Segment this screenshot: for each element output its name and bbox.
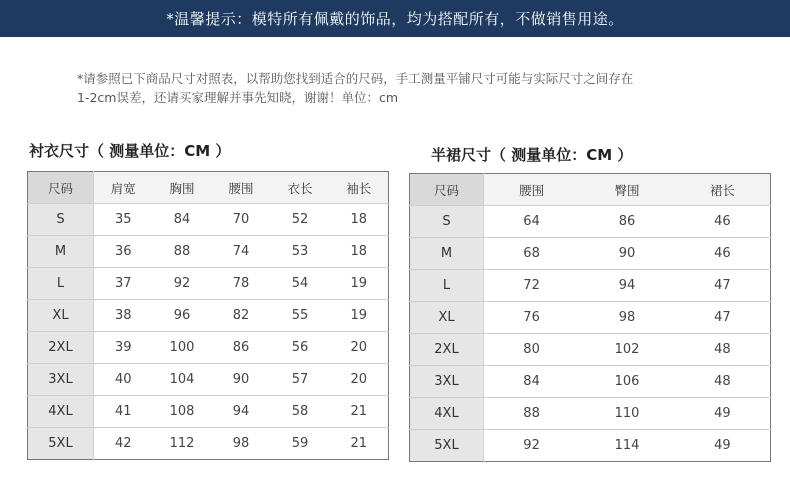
skirt-table-row [410,430,771,462]
skirt-table-row [410,270,771,302]
shirt-size-cell: XL [28,300,94,332]
skirt-value-cell: 94 [579,270,675,302]
shirt-value-cell: 92 [153,268,212,300]
skirt-value-cell: 49 [714,438,731,453]
skirt-value-cell: 49 [675,398,771,430]
shirt-size-cell: L [28,268,94,300]
shirt-size-cell: 3XL [28,364,94,396]
skirt-value-cell: 110 [579,398,675,430]
shirt-header-cell: 肩宽 [94,172,153,204]
note-line-1: *请参照已下商品尺寸对照表，以帮助您找到适合的尺码，手工测量平铺尺寸可能与实际尺寸之间存在 [77,71,634,86]
skirt-size-cell: 5XL [410,430,484,462]
shirt-size-cell: 5XL [28,428,94,460]
skirt-size-title: 半裙尺寸（ 测量单位：CM ） [431,146,633,164]
skirt-value-cell: 92 [523,438,540,453]
skirt-table-row [410,398,771,430]
shirt-size-cell: S [28,204,94,236]
skirt-value-cell: 47 [675,270,771,302]
shirt-value-cell: 20 [330,332,389,364]
skirt-header-row [410,174,771,206]
shirt-value-cell: 104 [153,364,212,396]
skirt-table-row [410,366,771,398]
shirt-header-row [28,172,389,204]
shirt-value-cell: 19 [330,300,389,332]
shirt-value-cell: 52 [271,204,330,236]
shirt-table-row [28,204,389,236]
shirt-value-cell: 42 [114,436,132,451]
shirt-value-cell: 37 [94,268,153,300]
skirt-value-cell: 102 [579,334,675,366]
shirt-table-row [28,300,389,332]
shirt-value-cell: 100 [153,332,212,364]
shirt-value-cell: 98 [232,436,250,451]
shirt-value-cell: 70 [212,204,271,236]
shirt-value-cell: 78 [212,268,271,300]
shirt-value-cell: 96 [153,300,212,332]
shirt-value-cell: 57 [271,364,330,396]
skirt-value-cell: 47 [675,302,771,334]
skirt-value-cell: 114 [614,438,640,453]
skirt-value-cell: 88 [484,398,580,430]
shirt-value-cell: 38 [94,300,153,332]
shirt-size-cell: 4XL [28,396,94,428]
shirt-value-cell: 56 [271,332,330,364]
skirt-value-cell: 48 [675,366,771,398]
shirt-header-cell: 胸围 [153,172,212,204]
shirt-value-cell: 54 [271,268,330,300]
shirt-size-cell: 2XL [28,332,94,364]
shirt-value-cell: 86 [212,332,271,364]
shirt-value-cell: 90 [212,364,271,396]
skirt-value-cell: 90 [579,238,675,270]
skirt-value-cell: 86 [579,206,675,238]
skirt-value-cell: 68 [484,238,580,270]
shirt-value-cell: 21 [330,396,389,428]
skirt-value-cell: 46 [675,238,771,270]
shirt-value-cell: 74 [212,236,271,268]
shirt-value-cell: 20 [330,364,389,396]
skirt-size-cell: 4XL [410,398,484,430]
shirt-value-cell: 55 [271,300,330,332]
shirt-value-cell: 18 [330,236,389,268]
shirt-header-cell: 尺码 [28,172,94,204]
shirt-header-cell: 袖长 [330,172,389,204]
shirt-value-cell: 53 [271,236,330,268]
shirt-value-cell: 94 [212,396,271,428]
skirt-table-row [410,302,771,334]
skirt-header-cell: 裙长 [675,174,771,206]
notice-banner: *温馨提示：模特所有佩戴的饰品，均为搭配所有，不做销售用途。 [0,0,790,37]
shirt-value-cell: 35 [94,204,153,236]
shirt-value-cell: 58 [271,396,330,428]
shirt-table-row [28,236,389,268]
measurement-note [77,69,717,107]
shirt-value-cell: 59 [291,436,309,451]
skirt-value-cell: 46 [675,206,771,238]
skirt-value-cell: 106 [579,366,675,398]
skirt-header-cell: 臀围 [579,174,675,206]
shirt-value-cell: 112 [169,436,195,451]
shirt-size-title: 衬衣尺寸（ 测量单位：CM ） [29,142,231,160]
shirt-table-row [28,428,389,460]
skirt-table-row [410,238,771,270]
shirt-value-cell: 19 [330,268,389,300]
skirt-value-cell: 48 [675,334,771,366]
skirt-size-cell: M [410,238,484,270]
shirt-header-cell: 衣长 [271,172,330,204]
skirt-header-cell: 腰围 [484,174,580,206]
shirt-value-cell: 88 [153,236,212,268]
skirt-value-cell: 98 [579,302,675,334]
skirt-value-cell: 80 [484,334,580,366]
shirt-value-cell: 21 [350,436,368,451]
skirt-size-table [409,173,771,462]
skirt-value-cell: 76 [484,302,580,334]
shirt-value-cell: 82 [212,300,271,332]
skirt-size-cell: 2XL [410,334,484,366]
shirt-table-row [28,332,389,364]
skirt-size-cell: XL [410,302,484,334]
skirt-value-cell: 64 [484,206,580,238]
shirt-value-cell: 36 [94,236,153,268]
skirt-value-cell: 72 [484,270,580,302]
skirt-header-cell: 尺码 [410,174,484,206]
shirt-table-row [28,396,389,428]
shirt-value-cell: 39 [94,332,153,364]
shirt-size-cell: M [28,236,94,268]
shirt-value-cell: 40 [94,364,153,396]
shirt-table-row [28,268,389,300]
skirt-table-row [410,206,771,238]
shirt-value-cell: 41 [94,396,153,428]
note-line-2: 1-2cm误差，还请买家理解并事先知晓，谢谢！单位：cm [77,90,399,105]
shirt-value-cell: 18 [330,204,389,236]
shirt-value-cell: 84 [153,204,212,236]
shirt-header-cell: 腰围 [212,172,271,204]
shirt-value-cell: 108 [153,396,212,428]
skirt-size-cell: S [410,206,484,238]
skirt-size-cell: L [410,270,484,302]
shirt-size-table [27,171,389,460]
skirt-table-row [410,334,771,366]
skirt-size-cell: 3XL [410,366,484,398]
shirt-table-row [28,364,389,396]
skirt-value-cell: 84 [484,366,580,398]
